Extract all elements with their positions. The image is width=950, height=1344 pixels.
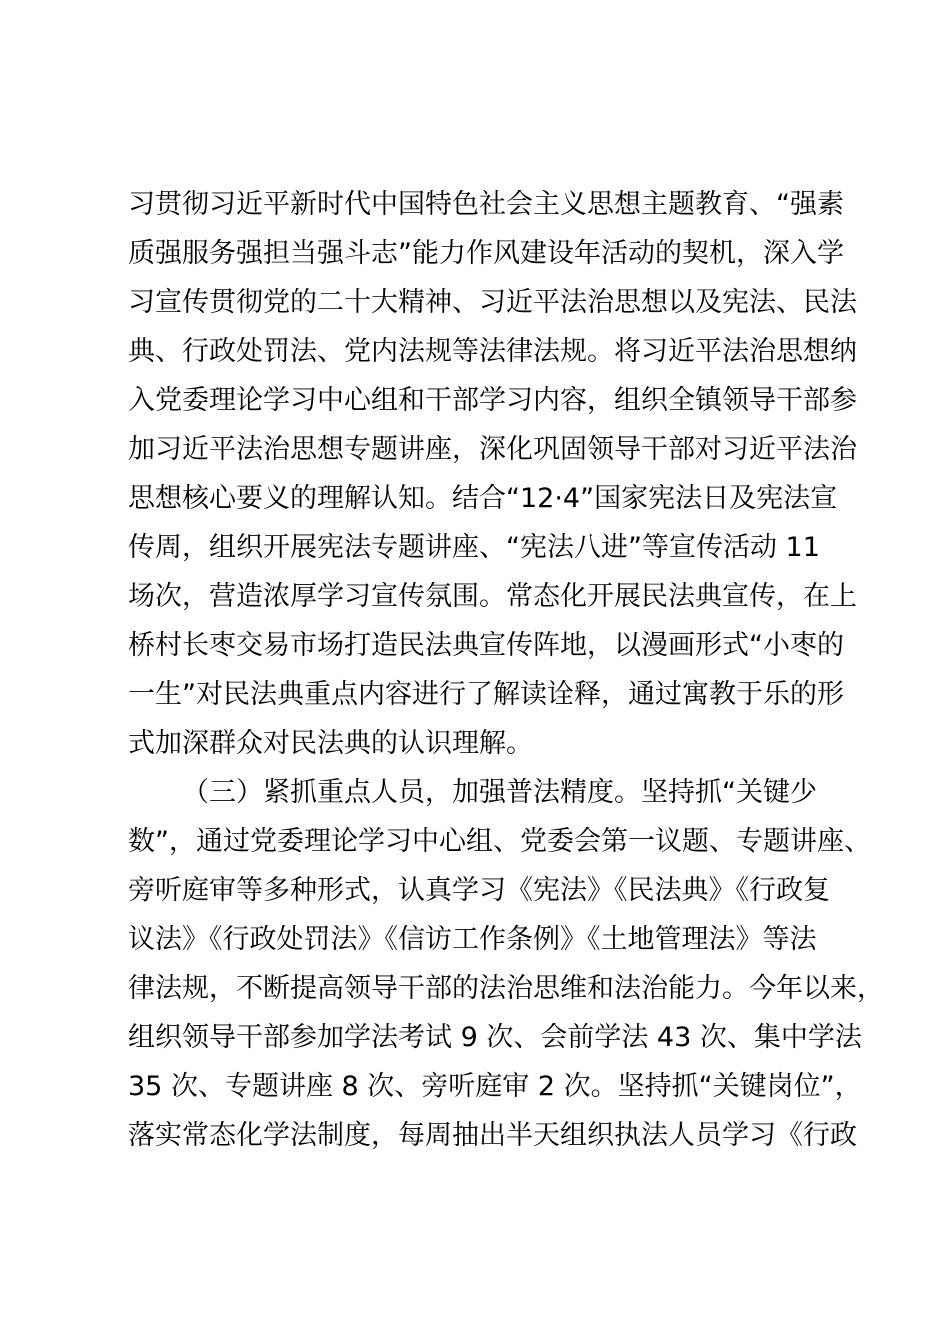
- text-line: 旁听庭审等多种形式，认真学习《宪法》《民法典》《行政复: [128, 875, 830, 906]
- text-line: 习贯彻习近平新时代中国特色社会主义思想主题教育、“强素: [128, 189, 844, 220]
- text-line: 质强服务强担当强斗志”能力作风建设年活动的契机，深入学: [128, 238, 844, 269]
- text-line: 思想核心要义的理解认知。结合“12·4”国家宪法日及宪法宣: [128, 483, 838, 514]
- text-line: 组织领导干部参加学法考试 9 次、会前学法 43 次、集中学法: [128, 1022, 862, 1053]
- text-line: 一生”对民法典重点内容进行了解读诠释，通过寓教于乐的形: [128, 679, 844, 710]
- text-line: 加习近平法治思想专题讲座，深化巩固领导干部对习近平法治: [128, 434, 857, 465]
- text-line: 习宣传贯彻党的二十大精神、习近平法治思想以及宪法、民法: [128, 287, 857, 318]
- text-line: 典、行政处罚法、党内法规等法律法规。将习近平法治思想纳: [128, 336, 857, 367]
- text-line: 落实常态化学法制度，每周抽出半天组织执法人员学习《行政: [128, 1120, 857, 1151]
- section-heading-line: （三）紧抓重点人员，加强普法精度。坚持抓“关键少: [182, 777, 817, 808]
- text-line: 数”，通过党委理论学习中心组、党委会第一议题、专题讲座、: [128, 826, 871, 857]
- text-line: 桥村长枣交易市场打造民法典宣传阵地，以漫画形式“小枣的: [128, 630, 844, 661]
- text-line: 传周，组织开展宪法专题讲座、“宪法八进”等宣传活动 11: [128, 532, 820, 563]
- text-line: 场次，营造浓厚学习宣传氛围。常态化开展民法典宣传，在上: [128, 581, 857, 612]
- text-line: 式加深群众对民法典的认识理解。: [128, 728, 533, 759]
- text-line: 律法规，不断提高领导干部的法治思维和法治能力。今年以来，: [128, 973, 884, 1004]
- text-line: 议法》《行政处罚法》《信访工作条例》《土地管理法》等法: [128, 924, 817, 955]
- text-line: 35 次、专题讲座 8 次、旁听庭审 2 次。坚持抓“关键岗位”，: [128, 1071, 862, 1102]
- text-line: 入党委理论学习中心组和干部学习内容，组织全镇领导干部参: [128, 385, 857, 416]
